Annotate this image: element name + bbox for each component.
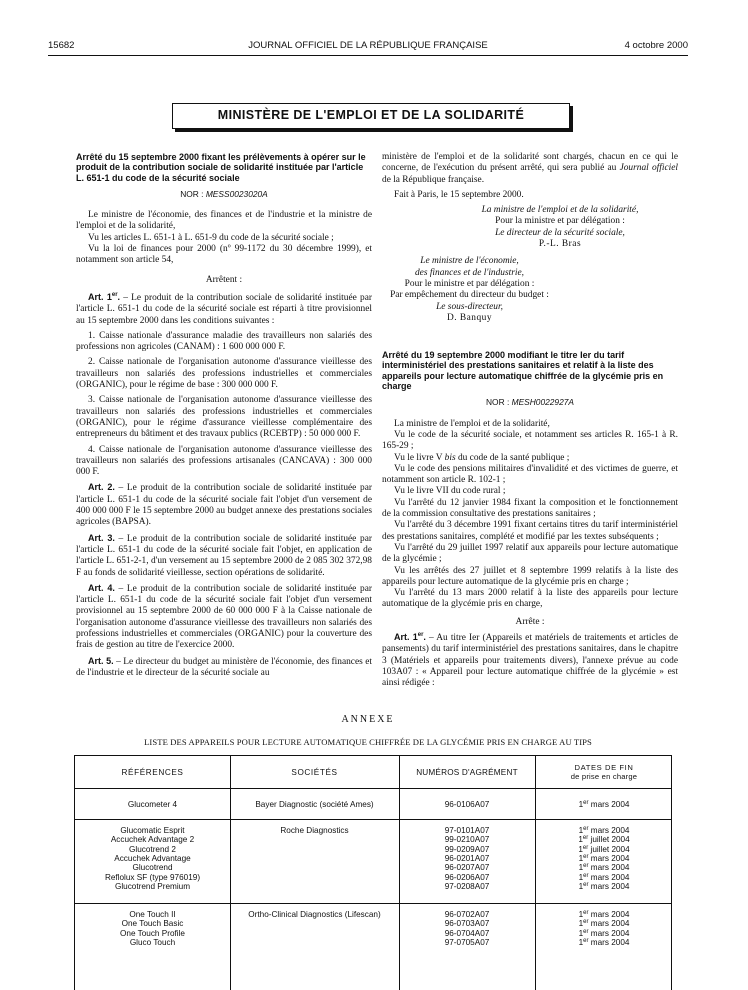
- numero-cell: 96-0206A07: [444, 872, 490, 882]
- page-number: 15682: [48, 40, 75, 51]
- date-cell: 1er mars 2004: [578, 863, 630, 873]
- journal-title: JOURNAL OFFICIEL DE LA RÉPUBLIQUE FRANÇAISE: [248, 40, 488, 51]
- signatory-role: des finances et de l'industrie,: [414, 267, 525, 278]
- date-cell: 1er juillet 2004: [578, 835, 630, 845]
- societe-cell: Bayer Diagnostic (société Ames): [255, 800, 374, 809]
- signatory-subdirector: Le sous-directeur,: [436, 301, 503, 312]
- visa: Vu le livre VII du code rural ;: [394, 486, 506, 497]
- article-label: Art. 5.: [88, 655, 114, 666]
- visa-text: Vu le livre V: [394, 452, 445, 463]
- reference-cell: One Touch Basic: [121, 919, 184, 929]
- signatory-name: D. Banquy: [446, 312, 493, 323]
- societe-cell: Roche Diagnostics: [280, 826, 349, 835]
- reference-cell: Gluco Touch: [129, 937, 176, 947]
- reference-cell: Accuchek Advantage: [114, 853, 191, 863]
- article: [76, 656, 372, 680]
- numero-cell: 97-0101A07: [444, 826, 490, 835]
- reference-cell: Reflolux SF (type 976019): [104, 872, 201, 882]
- date-cell: 1er mars 2004: [578, 826, 630, 835]
- article: [76, 292, 372, 327]
- article-label: Art. 1er.: [88, 291, 121, 302]
- reference-cell: Glucotrend Premium: [114, 881, 191, 891]
- article-label: Art. 2.: [88, 482, 115, 493]
- group-divider: [75, 819, 671, 820]
- nor-code: MESH0022927A: [511, 397, 574, 408]
- reference-cell: Accuchek Advantage 2: [110, 835, 195, 845]
- signatory-empechement: Par empêchement du directeur du budget :: [390, 290, 549, 301]
- date-cell: 1er mars 2004: [578, 872, 630, 882]
- group-divider: [75, 903, 671, 904]
- column-divider: [230, 756, 231, 990]
- reference-cell: Glucomatic Esprit: [120, 826, 185, 835]
- arrete1-intro: Le ministre de l'économie, des finances et de l'industrie et la ministre de l'emploi et de la solidarité,: [76, 210, 372, 232]
- article-text: – Le produit de la contribution sociale de solidarité instituée par l'article L. 651-1 du code de la sécurité sociale fait l'objet d'un versement provisionnel au 15 septembre 2000 de 60 000 000 F à la Caisse nationale de l'organisation autonome d'assurance vieillesse des travailleurs non salariés des professions industrielles et commerciales (ORGANIC) pour la couverture des frais de gestion au titre de l'exercice 2000.: [76, 583, 372, 651]
- visa: Vu l'arrêté du 12 janvier 1984 fixant la composition et le fonctionnement de la commission consultative des prestations sanitaires ;: [382, 497, 678, 520]
- numero-cell: 97-0208A07: [444, 881, 490, 891]
- visa: [382, 453, 678, 464]
- date-cell: 1er juillet 2004: [578, 844, 630, 854]
- journal-officiel-ref: Journal officiel: [619, 163, 679, 174]
- arrete2-title: Arrêté du 19 septembre 2000 modifiant le titre Ier du tarif interministériel des prestations sanitaires et relatif à la liste des appareils pour lecture automatique chiffrée de la glycémie pris en charge: [382, 350, 664, 392]
- arrete1-title: Arrêté du 15 septembre 2000 fixant les prélèvements à opérer sur le produit de la contribution sociale de solidarité instituée par l'article L. 651-1 du code de la sécurité sociale: [76, 152, 366, 183]
- list-item: 3. Caisse nationale de l'organisation autonome d'assurance vieillesse des travailleurs non salariés des professions industrielles et commerciales (ORGANIC), pour le régime d'assurance vieillesse complémentaire des entrepreneurs du bâtiment et des travaux publics (RCEBTP) : 50 000 000 F.: [76, 395, 372, 440]
- numero-cell: 96-0703A07: [444, 919, 490, 929]
- date-cell: 1er mars 2004: [578, 881, 630, 891]
- arretent: Arrêtent :: [205, 274, 243, 285]
- article-label: Art. 4.: [88, 582, 115, 593]
- visa: Vu l'arrêté du 13 mars 2000 relatif à la liste des appareils pour lecture automatique de la glycémie pris en charge,: [382, 588, 678, 610]
- numero-cell: 99-0209A07: [444, 844, 490, 854]
- numero-cell: 96-0207A07: [444, 863, 490, 873]
- numero-cell: 97-0705A07: [444, 937, 490, 947]
- date-cell: 1er mars 2004: [578, 853, 630, 863]
- reference-cell: Glucometer 4: [127, 800, 178, 809]
- arrete1-continuation: [382, 152, 678, 186]
- ministry-banner: MINISTÈRE DE L'EMPLOI ET DE LA SOLIDARITÉ: [172, 103, 570, 129]
- list-item: 1. Caisse nationale d'assurance maladie des travailleurs non salariés des professions non agricoles (CANAM) : 1 600 000 000 F.: [76, 330, 372, 353]
- article-text: – Le produit de la contribution sociale de solidarité instituée par l'article L. 651-1 du code de la sécurité sociale fait l'objet d'un versement de 400 000 000 F le 15 septembre 2000 au budget annexe des prestations sociales agricoles (BAPSA).: [76, 483, 372, 528]
- nor-code: MESS0023020A: [205, 188, 268, 199]
- arrete1-visa: Vu les articles L. 651-1 à L. 651-9 du code de la sécurité sociale ;: [88, 232, 334, 243]
- article-label: Art. 3.: [88, 532, 115, 543]
- numero-cell: 96-0201A07: [444, 853, 490, 863]
- article-text: – Le produit de la contribution sociale de solidarité instituée par l'article L. 651-1 du code de la sécurité sociale est réparti à titre provisionnel au 15 septembre 2000 dans les conditions suivantes :: [76, 292, 372, 326]
- date-cell: 1er mars 2004: [578, 928, 630, 938]
- nor-label: NOR :: [180, 188, 204, 199]
- societe-cell: Ortho-Clinical Diagnostics (Lifescan): [248, 910, 381, 919]
- col-header-dates: DATES DE FIN: [574, 763, 634, 772]
- annexe-title: ANNEXE: [341, 714, 395, 725]
- visa: Vu les arrêtés des 27 juillet et 8 septembre 1999 relatifs à la liste des appareils pour lecture automatique de la glycémie pris en charge ;: [382, 565, 678, 587]
- visa: Vu le code des pensions militaires d'invalidité et des victimes de guerre, et notamment son article R. 102-1 ;: [382, 463, 678, 486]
- article: [76, 533, 372, 579]
- continuation-end: de la République française.: [382, 174, 485, 185]
- arrete1-nor: [76, 189, 372, 200]
- arrete: Arrête :: [515, 616, 545, 627]
- signatory-delegation: Pour la ministre et par délégation :: [495, 216, 625, 227]
- header-divider: [75, 788, 671, 789]
- visa: Vu l'arrêté du 29 juillet 1997 relatif aux appareils pour lecture automatique de la glycémie ;: [382, 542, 678, 565]
- article: [76, 482, 372, 528]
- numero-cell: 99-0210A07: [444, 835, 490, 845]
- right-column: [382, 152, 678, 689]
- date-cell: 1er mars 2004: [578, 919, 630, 929]
- date-cell: 1er mars 2004: [578, 800, 630, 809]
- reference-cell: Glucotrend: [132, 863, 173, 873]
- continuation-text: ministère de l'emploi et de la solidarité sont chargés, chacun en ce qui le concerne, de l'exécution du présent arrêté, qui sera publié au: [382, 152, 678, 174]
- date-cell: 1er mars 2004: [578, 937, 630, 947]
- list-item: 2. Caisse nationale de l'organisation autonome d'assurance vieillesse des travailleurs non salariés des professions industrielles et commerciales (ORGANIC), pour le régime de base : 300 000 000 F.: [76, 357, 372, 391]
- signatory-role: Le ministre de l'économie,: [420, 256, 519, 267]
- header-rule: [48, 55, 688, 56]
- visa-text: du code de la santé publique ;: [455, 452, 570, 463]
- article-text: – Au titre Ier (Appareils et matériels de traitements et articles de pansements) du tarif interministériel des prestations sanitaires, dans le chapitre 3 (Matériels et appareils pour traitements divers), l'annexe prévue au code 103A07 : « Appareil pour lecture automatique chiffrée de la glycémie » est ainsi rédigée :: [382, 632, 678, 689]
- visa-bis: bis: [444, 452, 456, 463]
- page-header: [48, 40, 688, 54]
- signature-block: [382, 256, 557, 324]
- article-label: Art. 1er.: [394, 631, 426, 642]
- article: [76, 583, 372, 652]
- nor-label: NOR :: [486, 397, 510, 408]
- article-text: – Le produit de la contribution sociale de solidarité instituée par l'article L. 651-1 du code de la sécurité sociale fait l'objet, en application de l'article L. 651-2-1, d'un versement au 15 septembre 2000 de 2 085 302 372,98 F au fonds de solidarité vieillesse, section opérations de solidarité.: [76, 533, 372, 578]
- signatory-role: La ministre de l'emploi et de la solidarité,: [481, 205, 639, 216]
- annexe-subtitle: LISTE DES APPAREILS POUR LECTURE AUTOMATIQUE CHIFFRÉE DE LA GLYCÉMIE PRIS EN CHARGE AU TIPS: [144, 737, 592, 747]
- arrete2-nor: [382, 397, 678, 408]
- issue-date: 4 octobre 2000: [624, 40, 688, 51]
- arrete2-intro: La ministre de l'emploi et de la solidarité,: [394, 418, 550, 429]
- reference-cell: Glucotrend 2: [129, 844, 176, 854]
- numero-cell: 96-0704A07: [444, 928, 490, 938]
- list-item: 4. Caisse nationale de l'organisation autonome d'assurance vieillesse des travailleurs non salariés des professions artisanales (CANCAVA) : 300 000 000 F.: [76, 444, 372, 478]
- signatory-name: P.-L. Bras: [538, 239, 582, 250]
- numero-cell: 96-0702A07: [444, 910, 490, 919]
- visa: Vu le code de la sécurité sociale, et notamment ses articles R. 165-1 à R. 165-29 ;: [382, 429, 678, 452]
- col-header-dates-sub: de prise en charge: [570, 772, 638, 781]
- numero-cell: 96-0106A07: [444, 800, 490, 809]
- fait-a-paris: Fait à Paris, le 15 septembre 2000.: [394, 189, 524, 200]
- signatory-delegation: Pour le ministre et par délégation :: [404, 278, 535, 289]
- col-header-societes: SOCIÉTÉS: [291, 768, 338, 777]
- signatory-director: Le directeur de la sécurité sociale,: [495, 227, 625, 238]
- date-cell: 1er mars 2004: [578, 910, 630, 919]
- arrete1-visa: Vu la loi de finances pour 2000 (nº 99-1172 du 30 décembre 1999), et notamment son article 54,: [76, 244, 372, 266]
- visa: Vu l'arrêté du 3 décembre 1991 fixant certains titres du tarif interministériel des prestations sanitaires, complété et modifié par les textes subséquents ;: [382, 520, 678, 542]
- reference-cell: One Touch II: [129, 910, 176, 919]
- article: [382, 632, 678, 689]
- col-header-numeros: NUMÉROS D'AGRÉMENT: [416, 768, 518, 777]
- article-text: – Le directeur du budget au ministère de l'économie, des finances et de l'industrie et le directeur de la sécurité sociale au: [76, 656, 372, 678]
- reference-cell: One Touch Profile: [120, 928, 185, 938]
- left-column: [76, 152, 372, 679]
- signature-block: [382, 205, 678, 250]
- col-header-references: RÉFÉRENCES: [121, 768, 184, 777]
- agrement-table: [74, 755, 672, 990]
